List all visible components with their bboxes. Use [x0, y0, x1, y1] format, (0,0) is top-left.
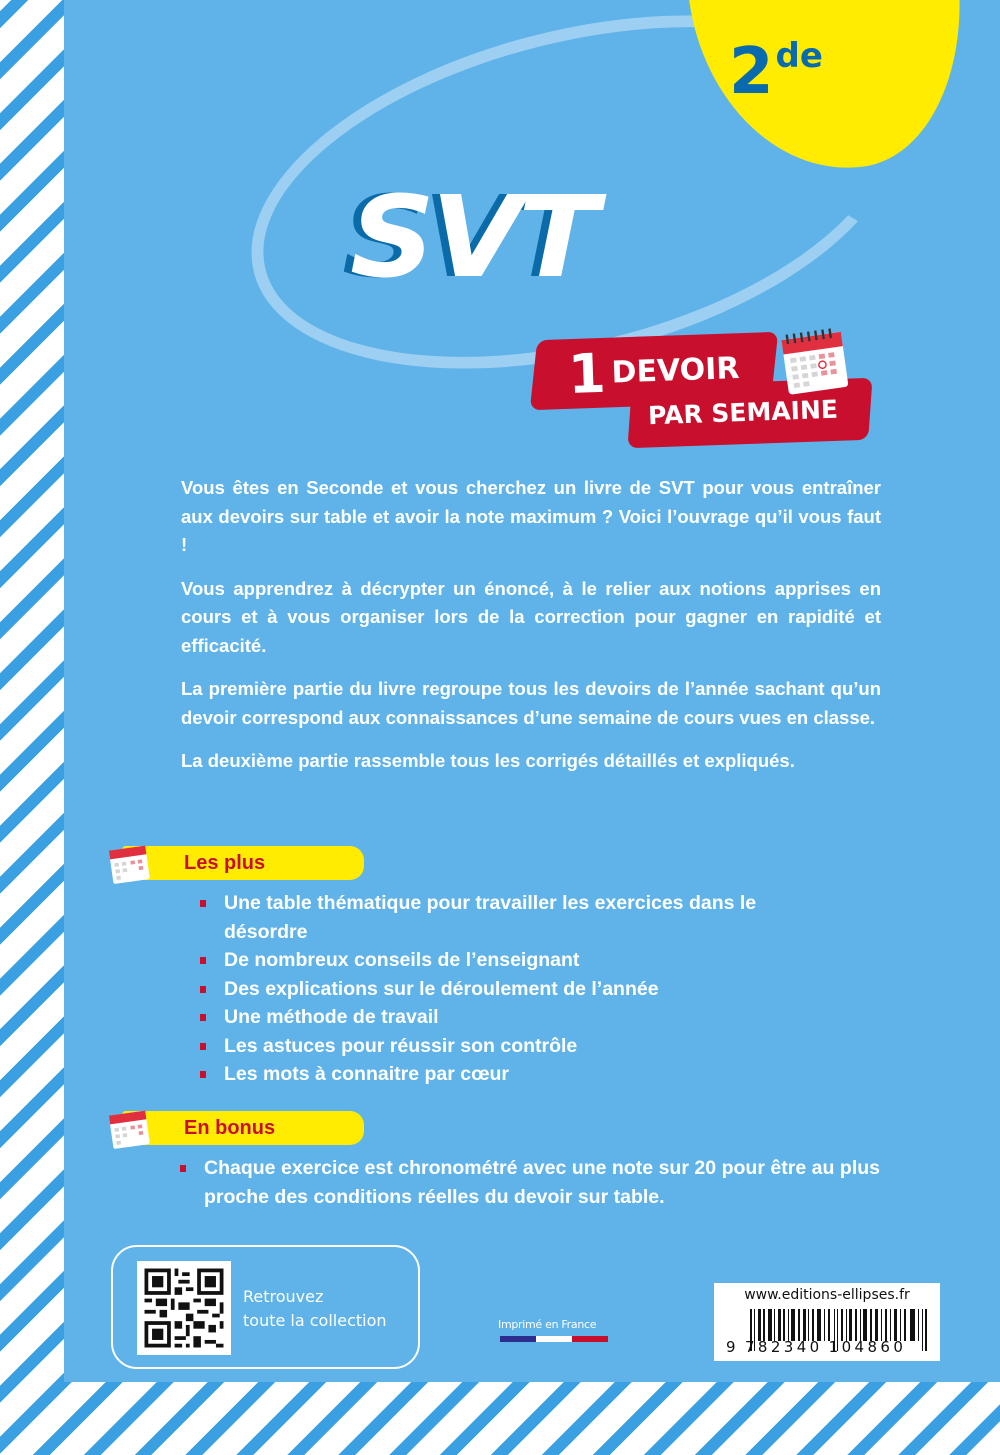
- description: [181, 474, 881, 791]
- list-item: [200, 1060, 840, 1089]
- isbn-group-2: 104860: [828, 1338, 907, 1356]
- collection-text-line-1: Retrouvez: [243, 1287, 324, 1306]
- description-paragraph: La deuxième partie rassemble tous les corrigés détaillés et expliqués.: [181, 750, 795, 771]
- level-suffix: de: [775, 36, 823, 76]
- description-paragraph: Vous êtes en Seconde et vous cherchez un livre de SVT pour vous entraîner aux devoirs sur table et avoir la note maximum ? Voici l’ouvrage qu’il vous faut !: [181, 477, 881, 555]
- list-item: [200, 1003, 840, 1032]
- list-item: [200, 1032, 840, 1061]
- barcode-panel: [714, 1283, 940, 1361]
- subject-title: SVT: [350, 171, 595, 303]
- french-flag: [500, 1336, 608, 1342]
- isbn-group-1: 782340: [744, 1338, 823, 1356]
- level-badge: [729, 35, 823, 109]
- level-number: 2: [729, 35, 774, 109]
- banner-line-2: PAR SEMAINE: [647, 394, 839, 431]
- en-bonus-label: En bonus: [122, 1111, 364, 1145]
- flag-white: [536, 1336, 572, 1342]
- list-item-text: Une table thématique pour travailler les exercices dans le désordre: [224, 892, 757, 943]
- collection-text: [243, 1285, 387, 1333]
- isbn-number: [726, 1338, 906, 1356]
- bullet-icon: [200, 957, 206, 964]
- calendar-icon: [775, 321, 856, 402]
- book-back-cover: [64, 0, 1000, 1382]
- list-item-text: Chaque exercice est chronométré avec une note sur 20 pour être au plus proche des conditions réelles du devoir sur table.: [204, 1157, 880, 1208]
- list-item: [180, 1154, 880, 1211]
- bullet-icon: [200, 1071, 206, 1078]
- banner-devoir: DEVOIR: [610, 351, 740, 391]
- bullet-icon: [200, 1014, 206, 1021]
- list-item-text: Une méthode de travail: [224, 1006, 439, 1028]
- bullet-icon: [180, 1165, 186, 1172]
- les-plus-list: [200, 889, 840, 1089]
- banner-line-1: [567, 337, 741, 406]
- list-item: [200, 889, 840, 946]
- publisher-website[interactable]: www.editions-ellipses.fr: [744, 1287, 910, 1303]
- list-item: [200, 975, 840, 1004]
- description-paragraph: Vous apprendrez à décrypter un énoncé, à le relier aux notions apprises en cours et à vous organiser lors de la correction pour gagner en rapidité et efficacité.: [181, 577, 881, 656]
- list-item-text: De nombreux conseils de l’enseignant: [224, 949, 580, 971]
- flag-blue: [500, 1336, 536, 1342]
- bullet-icon: [200, 900, 206, 907]
- collection-panel[interactable]: [111, 1245, 420, 1369]
- collection-text-line-2: toute la collection: [243, 1311, 387, 1330]
- flag-red: [572, 1336, 608, 1342]
- description-paragraph: La première partie du livre regroupe tous les devoirs de l’année sachant qu’un devoir correspond aux connaissances d’une semaine de cours vues en classe.: [181, 678, 881, 728]
- bullet-icon: [200, 1043, 206, 1050]
- list-item-text: Des explications sur le déroulement de l’année: [224, 977, 659, 1000]
- list-item-text: Les astuces pour réussir son contrôle: [224, 1034, 578, 1057]
- qr-code[interactable]: [137, 1261, 231, 1355]
- calendar-icon: [105, 1104, 155, 1154]
- list-item-text: Les mots à connaitre par cœur: [224, 1063, 509, 1085]
- en-bonus-list: [180, 1154, 880, 1211]
- calendar-icon: [105, 839, 155, 889]
- list-item: [200, 946, 840, 975]
- banner-number: 1: [566, 341, 607, 406]
- printed-in-france: Imprimé en France: [498, 1318, 597, 1331]
- bullet-icon: [200, 986, 206, 993]
- les-plus-label: Les plus: [122, 846, 364, 880]
- isbn-prefix: 9: [726, 1338, 739, 1356]
